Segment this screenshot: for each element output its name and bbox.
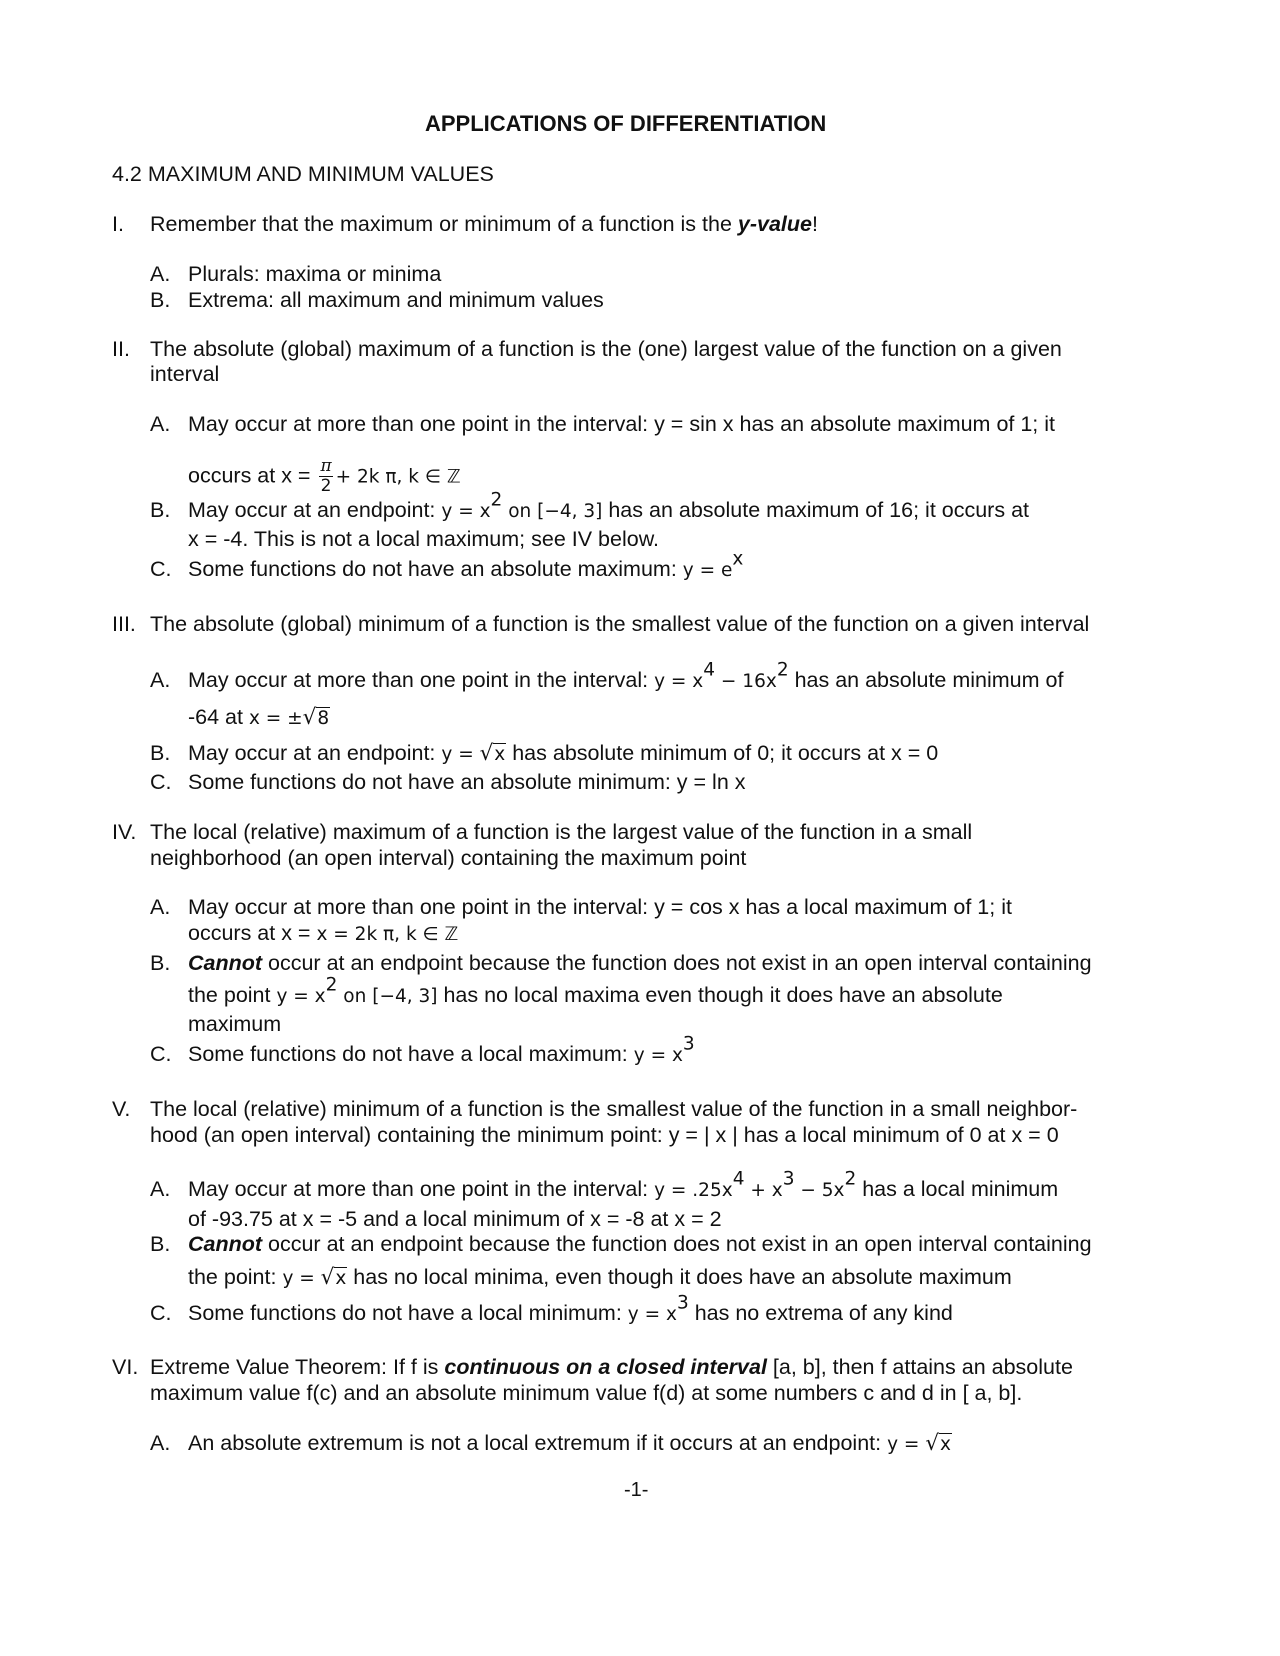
item-iii-a-line2-math: x = ± (248, 708, 303, 729)
item-ii-number: II. (112, 337, 130, 361)
radicand: x (494, 744, 506, 765)
item-i-b-label: B. (150, 288, 171, 312)
item-iii-c-label: C. (150, 770, 172, 794)
item-i-text-a: Remember that the maximum or minimum of a function is the (150, 212, 738, 236)
item-ii-line2: interval (150, 362, 220, 386)
item-v-c-math: y = x (627, 1304, 677, 1325)
item-v-c-pre: Some functions do not have a local minimum: (188, 1301, 628, 1325)
item-vi-number: VI. (112, 1355, 139, 1379)
item-vi-line1-post: [a, b], then f attains an absolute (766, 1355, 1073, 1379)
radicand: 8 (317, 708, 330, 729)
item-ii-a-line2-post: + 2k π, k ∈ ℤ (335, 466, 461, 488)
item-ii-c-line (188, 548, 744, 581)
item-i-b-text: Extrema: all maximum and minimum values (188, 288, 604, 312)
item-v-b-line1 (188, 1234, 1092, 1256)
item-v-a-line1 (188, 1168, 1059, 1201)
document-title: APPLICATIONS OF DIFFERENTIATION (425, 111, 827, 136)
item-i-a-text: Plurals: maxima or minima (188, 262, 442, 286)
item-iv-a-line1: May occur at more than one point in the interval: y = cos x has a local maximum of 1; it (188, 895, 1012, 919)
radicand: x (940, 1434, 951, 1455)
pi-over-2-fraction (319, 458, 332, 496)
item-v-b-line2 (188, 1267, 1012, 1289)
item-v-a-math-a: y = .25x (654, 1180, 733, 1201)
sqrt-x-radical (321, 1267, 348, 1289)
item-v-b-line2-post: has no local minima, even though it does have an absolute maximum (347, 1265, 1012, 1289)
item-ii-b-math: y = x (441, 501, 491, 522)
sqrt-8-radical (303, 707, 330, 729)
radical-sign: √ (320, 1265, 335, 1290)
item-iii-a-line2 (188, 707, 330, 729)
item-v-a-exponent-c: 2 (844, 1168, 857, 1190)
item-iv-a-line2-math: x = 2k π, k ∈ ℤ (316, 924, 459, 945)
item-vi-a-label: A. (150, 1431, 171, 1455)
item-ii-a-line1: May occur at more than one point in the interval: y = sin x has an absolute maximum of 1; it (188, 412, 1056, 436)
item-iv-a-line2 (188, 923, 458, 945)
item-v-b-label: B. (150, 1232, 171, 1256)
item-iii-a-post: has an absolute minimum of (788, 668, 1064, 692)
item-ii-c-exponent: x (732, 548, 744, 570)
item-iv-b-line2-post: has no local maxima even though it does have an absolute (437, 983, 1003, 1007)
item-iii-b-pre: May occur at an endpoint: (188, 741, 442, 765)
radicand: x (335, 1268, 347, 1289)
item-v-a-math-b: + x (744, 1180, 783, 1201)
item-iv-c-label: C. (150, 1042, 172, 1066)
item-vi-line1-pre: Extreme Value Theorem: If f is (150, 1355, 445, 1379)
item-iii-a-line1 (188, 659, 1064, 692)
page-number: -1- (624, 1479, 649, 1501)
item-v-b-line2-pre: the point: (188, 1265, 283, 1289)
item-iv-line2: neighborhood (an open interval) containing the maximum point (150, 846, 747, 870)
item-v-a-line2: of -93.75 at x = -5 and a local minimum of x = -8 at x = 2 (188, 1207, 722, 1231)
item-ii-b-label: B. (150, 498, 171, 522)
item-iv-b-emphasis: Cannot (188, 951, 263, 975)
item-iv-b-exponent: 2 (325, 974, 338, 996)
item-iv-b-math2: on [−4, 3] (337, 986, 438, 1007)
item-iv-b-line2-pre: the point (188, 983, 277, 1007)
item-v-b-line1-text: occur at an endpoint because the function does not exist in an open interval containing (262, 1232, 1092, 1256)
item-iii-a-math-b: − 16x (715, 671, 777, 692)
item-iii-a-exponent-a: 4 (703, 659, 716, 681)
item-ii-b-post: has an absolute maximum of 16; it occurs at (602, 498, 1029, 522)
item-iv-a-label: A. (150, 895, 171, 919)
item-iii-a-line2-pre: -64 at (188, 705, 249, 729)
fraction-numerator: π (320, 456, 332, 476)
radical-sign: √ (925, 1431, 940, 1456)
item-iii-line1: The absolute (global) minimum of a function is the smallest value of the function on a given interval (150, 612, 1090, 636)
item-v-c-line (188, 1292, 953, 1325)
item-ii-b-line1 (188, 489, 1029, 522)
item-iv-b-line2 (188, 974, 1003, 1007)
fraction-denominator: 2 (320, 475, 332, 496)
item-vi-line1 (150, 1357, 1073, 1379)
item-ii-b-pre: May occur at an endpoint: (188, 498, 442, 522)
item-iv-number: IV. (112, 820, 137, 844)
item-iv-b-math: y = x (276, 986, 326, 1007)
item-iii-b-label: B. (150, 741, 171, 765)
item-ii-b-exponent: 2 (490, 489, 503, 511)
item-i-text (150, 214, 818, 236)
item-iii-a-exponent-b: 2 (776, 659, 789, 681)
item-v-a-post: has a local minimum (856, 1177, 1059, 1201)
item-iii-a-pre: May occur at more than one point in the interval: (188, 668, 655, 692)
item-i-number: I. (112, 212, 124, 236)
item-iii-b-line (188, 743, 938, 765)
item-iv-c-math: y = x (633, 1045, 683, 1066)
item-ii-b-line2: x = -4. This is not a local maximum; see IV below. (188, 527, 660, 551)
item-iv-b-line1-text: occur at an endpoint because the function does not exist in an open interval containing (262, 951, 1092, 975)
item-iii-number: III. (112, 612, 136, 636)
item-iv-b-label: B. (150, 951, 171, 975)
item-iv-c-exponent: 3 (682, 1033, 695, 1055)
item-vi-emphasis: continuous on a closed interval (444, 1355, 767, 1379)
item-iii-b-math: y = (441, 744, 480, 765)
item-v-line2: hood (an open interval) containing the minimum point: y = | x | has a local minimum of 0 at x = 0 (150, 1123, 1059, 1147)
item-v-a-pre: May occur at more than one point in the interval: (188, 1177, 655, 1201)
item-ii-c-pre: Some functions do not have an absolute maximum: (188, 557, 683, 581)
item-ii-a-label: A. (150, 412, 171, 436)
item-vi-a-pre: An absolute extremum is not a local extremum if it occurs at an endpoint: (188, 1431, 888, 1455)
item-ii-a-line2 (188, 458, 461, 496)
item-ii-c-label: C. (150, 557, 172, 581)
item-v-c-label: C. (150, 1301, 172, 1325)
item-iv-c-pre: Some functions do not have a local maximum: (188, 1042, 634, 1066)
item-iv-c-line (188, 1033, 695, 1066)
item-v-c-exponent: 3 (676, 1292, 689, 1314)
item-v-a-label: A. (150, 1177, 171, 1201)
item-vi-a-math: y = (887, 1434, 926, 1455)
item-ii-a-line2-pre: occurs at x = (188, 463, 317, 488)
item-v-a-exponent-b: 3 (782, 1168, 795, 1190)
item-ii-c-math: y = e (682, 560, 733, 581)
item-ii-line1: The absolute (global) maximum of a function is the (one) largest value of the function on a given (150, 337, 1062, 361)
item-i-text-b: ! (812, 212, 818, 236)
item-v-a-math-c: − 5x (794, 1180, 845, 1201)
item-v-b-emphasis: Cannot (188, 1232, 263, 1256)
item-v-line1: The local (relative) minimum of a function is the smallest value of the function in a small neighbor- (150, 1097, 1078, 1121)
item-iv-b-line1 (188, 953, 1092, 975)
item-iii-a-math-a: y = x (654, 671, 704, 692)
item-v-number: V. (112, 1097, 131, 1121)
item-iv-line1: The local (relative) maximum of a function is the largest value of the function in a small (150, 820, 973, 844)
item-v-b-math: y = (282, 1268, 321, 1289)
item-i-emphasis: y-value (737, 212, 812, 236)
radical-sign: √ (302, 705, 317, 730)
radical-sign: √ (479, 741, 494, 766)
item-vi-a-line (188, 1433, 952, 1455)
item-ii-b-math2: on [−4, 3] (502, 501, 603, 522)
item-v-a-exponent-a: 4 (732, 1168, 745, 1190)
sqrt-x-radical (480, 743, 507, 765)
item-iv-a-line2-pre: occurs at x = (188, 921, 317, 945)
item-iii-a-label: A. (150, 668, 171, 692)
sqrt-x-radical (925, 1433, 952, 1455)
section-heading: 4.2 MAXIMUM AND MINIMUM VALUES (112, 162, 494, 186)
item-iii-c-text: Some functions do not have an absolute minimum: y = ln x (188, 770, 746, 794)
item-vi-line2: maximum value f(c) and an absolute minimum value f(d) at some numbers c and d in [ a, b]. (150, 1381, 1023, 1405)
item-i-a-label: A. (150, 262, 171, 286)
item-iv-b-line3: maximum (188, 1012, 282, 1036)
item-iii-b-post: has absolute minimum of 0; it occurs at x = 0 (506, 741, 939, 765)
item-v-c-post: has no extrema of any kind (688, 1301, 953, 1325)
